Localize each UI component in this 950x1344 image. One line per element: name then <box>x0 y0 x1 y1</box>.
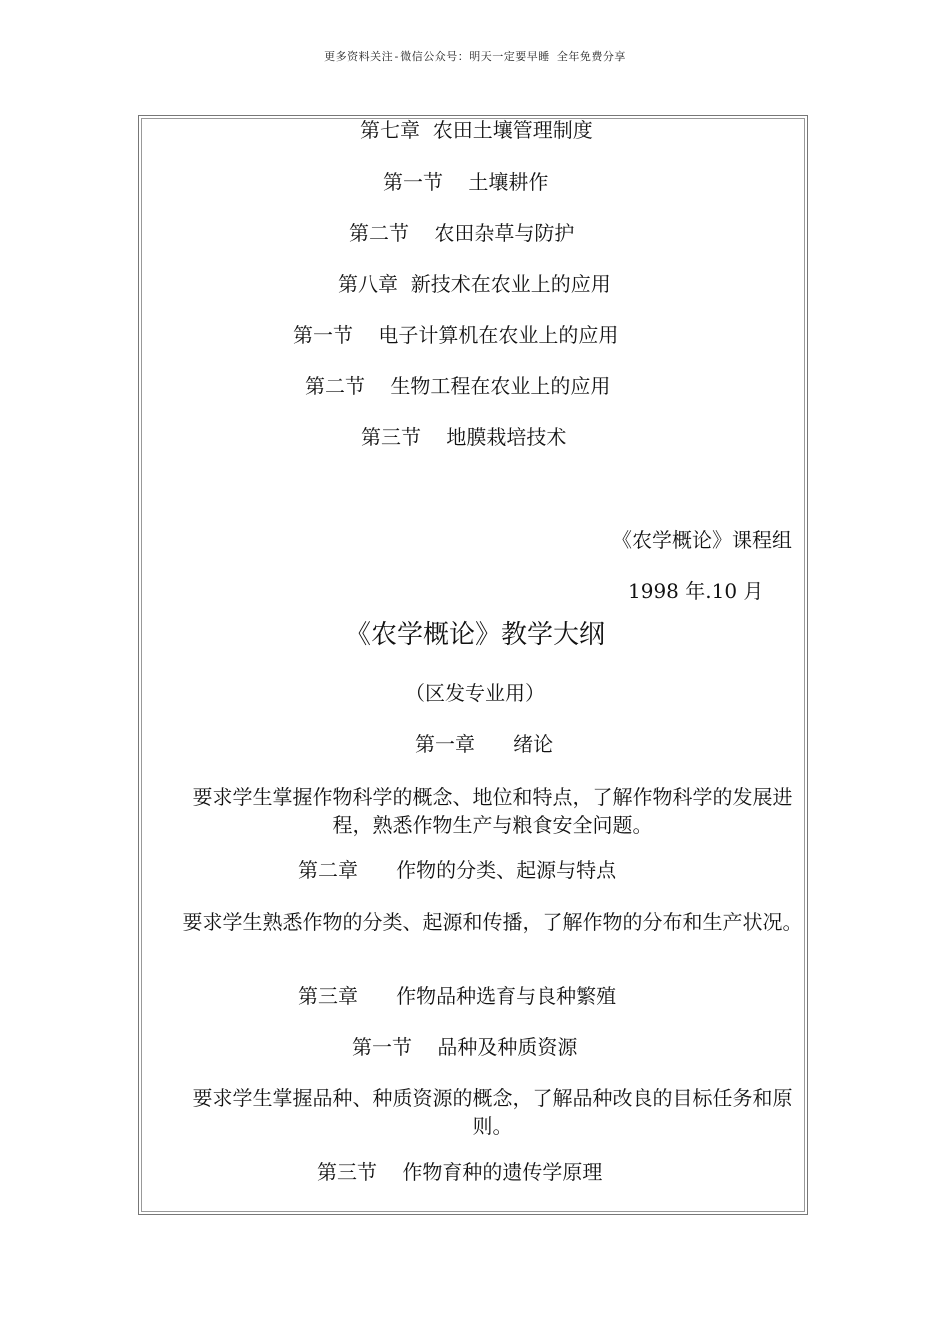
chapter-3-section-1-heading: 第一节 品种及种质资源 <box>352 1035 578 1059</box>
toc-ch8-section-2: 第二节 生物工程在农业上的应用 <box>305 374 611 398</box>
chapter-1-requirements: 要求学生掌握作物科学的概念、地位和特点，了解作物科学的发展进程，熟悉作物生产与粮食安全问题。 <box>192 785 793 837</box>
chapter-2-heading: 第二章 作物的分类、起源与特点 <box>298 858 617 882</box>
chapter-1-heading: 第一章 绪论 <box>415 732 554 756</box>
toc-ch7-section-2: 第二节 农田杂草与防护 <box>349 221 575 245</box>
page-header-note: 更多资料关注-微信公众号：明天一定要早睡 全年免费分享 <box>324 50 626 63</box>
chapter-2-requirements: 要求学生熟悉作物的分类、起源和传播，了解作物的分布和生产状况。 <box>182 910 803 934</box>
outline-subtitle: （区发专业用） <box>405 681 545 705</box>
signature-date: 1998 年.10 月 <box>628 579 764 603</box>
toc-ch8-section-3: 第三节 地膜栽培技术 <box>361 425 567 449</box>
toc-ch7-section-1: 第一节 土壤耕作 <box>383 170 549 194</box>
chapter-3-section-1-requirements: 要求学生掌握品种、种质资源的概念，了解品种改良的目标任务和原则。 <box>192 1086 793 1138</box>
toc-chapter-7: 第七章 农田土壤管理制度 <box>360 118 593 142</box>
outline-title: 《农学概论》教学大纲 <box>344 620 605 650</box>
chapter-3-heading: 第三章 作物品种选育与良种繁殖 <box>298 984 617 1008</box>
chapter-3-section-3-heading: 第三节 作物育种的遗传学原理 <box>317 1160 603 1184</box>
course-group-signature: 《农学概论》课程组 <box>612 528 792 552</box>
toc-ch8-section-1: 第一节 电子计算机在农业上的应用 <box>293 323 619 347</box>
toc-chapter-8: 第八章 新技术在农业上的应用 <box>338 272 611 296</box>
